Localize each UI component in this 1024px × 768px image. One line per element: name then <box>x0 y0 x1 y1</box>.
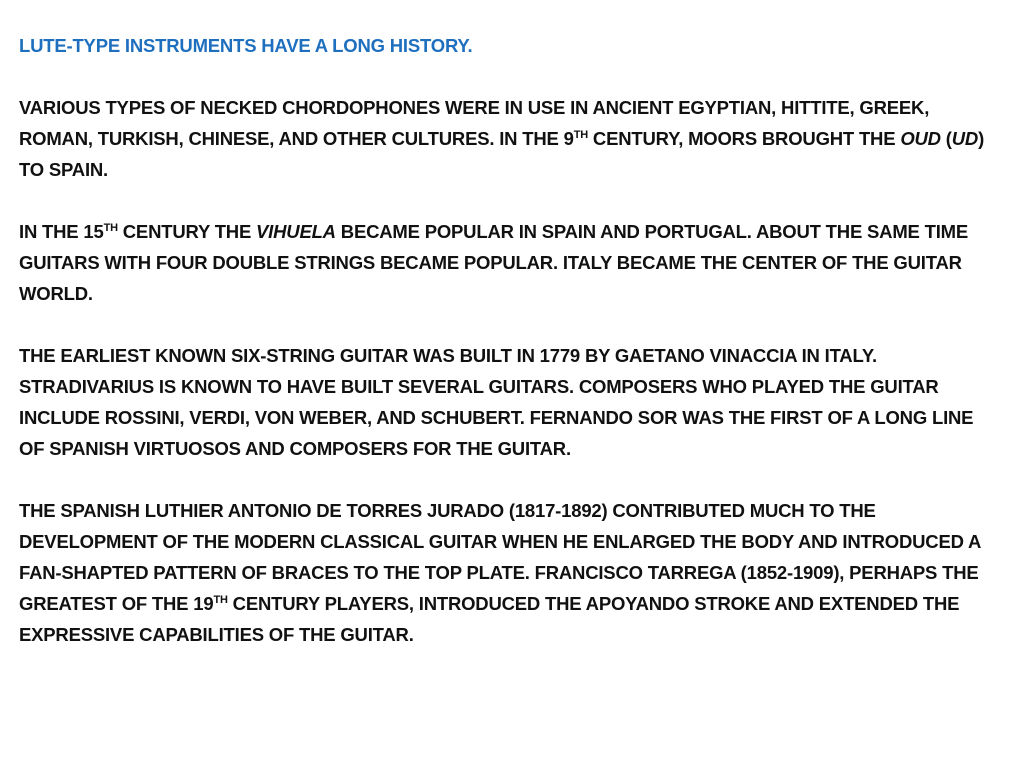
p2-vihuela-term: VIHUELA <box>256 221 336 242</box>
p2-text-b: CENTURY THE <box>117 221 257 242</box>
paragraph-15th-century <box>19 216 994 309</box>
paragraph-torres-tarrega <box>19 495 994 650</box>
p4-text-a: THE SPANISH LUTHIER ANTONIO DE TORRES JURADO (1817-1892) CONTRIBUTED MUCH TO THE DEVELOPMENT OF THE MODERN CLASSICAL GUITAR WHEN HE ENLARGED THE BODY AND INTRODUCED A FAN-SHAPTED PATTERN OF BRACES TO THE TOP PLATE. FRANCISCO TARREGA (1852-1909), PERHAPS THE GREATEST OF THE 19 <box>19 500 981 614</box>
p1-text-c: ( <box>940 128 952 149</box>
p1-oud-term: OUD <box>900 128 941 149</box>
p1-ud-term: UD <box>951 128 979 149</box>
slide-heading: LUTE-TYPE INSTRUMENTS HAVE A LONG HISTORY. <box>19 35 473 56</box>
paragraph-ancient-cultures <box>19 92 994 185</box>
p1-text-b: CENTURY, MOORS BROUGHT THE <box>587 128 901 149</box>
slide-content <box>19 30 994 650</box>
p2-text-c: BECAME POPULAR IN SPAIN AND PORTUGAL. ABOUT THE SAME TIME GUITARS WITH FOUR DOUBLE STRINGS BECAME POPULAR. ITALY BECAME THE CENTER OF THE GUITAR WORLD. <box>19 221 969 304</box>
p4-superscript: TH <box>213 594 228 606</box>
p1-text-d: ) TO SPAIN. <box>19 128 985 180</box>
p2-text-a: IN THE 15 <box>19 221 104 242</box>
p1-text-a: VARIOUS TYPES OF NECKED CHORDOPHONES WERE IN USE IN ANCIENT EGYPTIAN, HITTITE, GREEK, ROMAN, TURKISH, CHINESE, AND OTHER CULTURES. IN THE 9 <box>19 97 930 149</box>
p2-superscript: TH <box>103 222 118 234</box>
p1-superscript: TH <box>573 129 588 141</box>
p4-text-b: CENTURY PLAYERS, INTRODUCED THE APOYANDO STROKE AND EXTENDED THE EXPRESSIVE CAPABILITIES OF THE GUITAR. <box>19 593 960 645</box>
paragraph-six-string-guitar: THE EARLIEST KNOWN SIX-STRING GUITAR WAS BUILT IN 1779 BY GAETANO VINACCIA IN ITALY. STRADIVARIUS IS KNOWN TO HAVE BUILT SEVERAL GUITARS. COMPOSERS WHO PLAYED THE GUITAR INCLUDE ROSSINI, VERDI, VON WEBER, AND SCHUBERT. FERNANDO SOR WAS THE FIRST OF A LONG LINE OF SPANISH VIRTUOSOS AND COMPOSERS FOR THE GUITAR. <box>19 345 974 459</box>
